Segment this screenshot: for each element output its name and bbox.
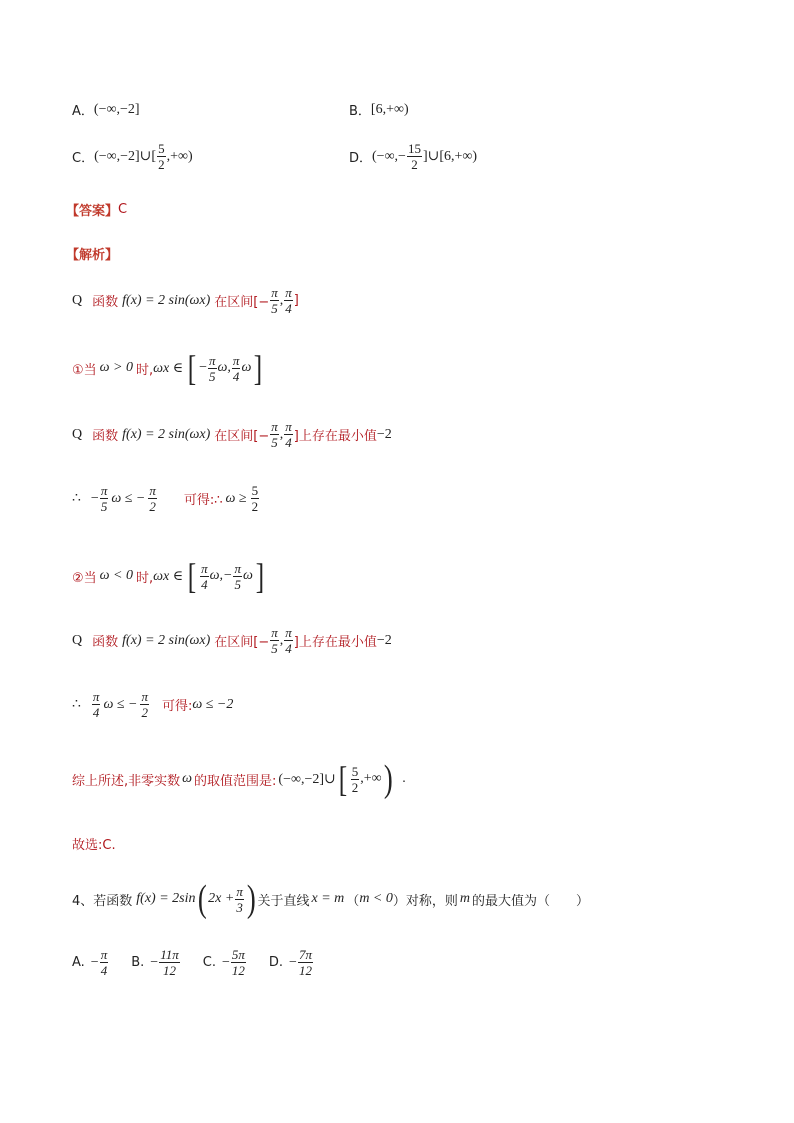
analysis-tag: 【解析】 bbox=[66, 248, 119, 263]
choice-c: C. − $\frac{5\pi}{12}$ bbox=[202, 947, 245, 978]
step-5: ②当 ω < 0 时, ωx ∈ [ $\frac{\pi}{4}$ ω,− $\frac{\pi}{5}$ ω ] bbox=[72, 556, 265, 596]
left-bracket: [ bbox=[187, 348, 197, 388]
option-d-fraction: $\frac{15}{2}$ bbox=[407, 141, 421, 172]
question-4-number: 4、若函数 bbox=[72, 893, 133, 909]
question-4: 4、若函数 f(x) = 2sin ( 2x + $\frac{\pi}{3}$ ) 关于直线 x = m （ m < 0 ）对称，则 m 的最大值为（ ） bbox=[72, 878, 590, 920]
step-1: Q 函数 f(x) = 2 sin(ωx) 在区间[− $\frac{\pi}{5}$ , $\frac{\pi}{4}$ ] bbox=[72, 285, 299, 316]
answer-value: C bbox=[118, 202, 128, 217]
option-c bbox=[72, 142, 193, 171]
step-4: ∴ − $\frac{\pi}{5}$ ω ≤ − $\frac{\pi}{2}$ 可得:∴ ω ≥ $\frac{5}{2}$ bbox=[72, 483, 259, 514]
option-c-post: ,+∞) bbox=[166, 148, 193, 164]
option-a-label: A． bbox=[72, 104, 94, 119]
option-d-label: D． bbox=[349, 151, 373, 166]
choice-a: A. − $\frac{\pi}{4}$ bbox=[72, 947, 108, 978]
right-bracket: ] bbox=[254, 348, 263, 388]
option-d-pre: (−∞,− bbox=[372, 148, 406, 164]
step-2: ①当 ω > 0 时, ωx ∈ [ − $\frac{\pi}{5}$ ω, $\frac{\pi}{4}$ ω ] bbox=[72, 348, 263, 388]
choice-d: D. − $\frac{7\pi}{12}$ bbox=[268, 947, 312, 978]
answer-tag: 【答案】 bbox=[66, 204, 119, 219]
option-a bbox=[72, 100, 140, 119]
option-d-post: ]∪[6,+∞) bbox=[422, 149, 478, 164]
function-expr: f(x) = 2 sin(ωx) bbox=[122, 292, 211, 308]
conclusion-line: 故选:C. bbox=[72, 838, 116, 853]
summary-line: 综上所述,非零实数 ω 的取值范围是: (−∞,−2]∪ [ $\frac{5}{2}$ ,+∞ ) . bbox=[72, 758, 406, 800]
step-6: Q 函数 f(x) = 2 sin(ωx) 在区间[− $\frac{\pi}{5}$ , $\frac{\pi}{4}$ ]上存在最小值 −2 bbox=[72, 625, 392, 656]
option-b-text: [6,+∞) bbox=[370, 101, 409, 117]
because-mark: Q bbox=[72, 292, 83, 308]
option-c-pre: (−∞,−2]∪[ bbox=[94, 149, 157, 164]
question-4-choices bbox=[72, 948, 314, 977]
step-3: Q 函数 f(x) = 2 sin(ωx) 在区间[− $\frac{\pi}{5}$ , $\frac{\pi}{4}$ ]上存在最小值 −2 bbox=[72, 419, 392, 450]
option-a-text: (−∞,−2] bbox=[93, 101, 140, 117]
option-d bbox=[349, 142, 477, 171]
step-7: ∴ $\frac{\pi}{4}$ ω ≤ − $\frac{\pi}{2}$ 可得: ω ≤ −2 bbox=[72, 689, 234, 720]
option-b bbox=[349, 100, 409, 119]
option-c-label: C． bbox=[72, 151, 95, 166]
option-b-label: B． bbox=[349, 104, 371, 119]
choice-b: B. − $\frac{11\pi}{12}$ bbox=[131, 947, 179, 978]
answer-line bbox=[66, 200, 127, 219]
option-c-fraction: $\frac{5}{2}$ bbox=[158, 141, 165, 172]
